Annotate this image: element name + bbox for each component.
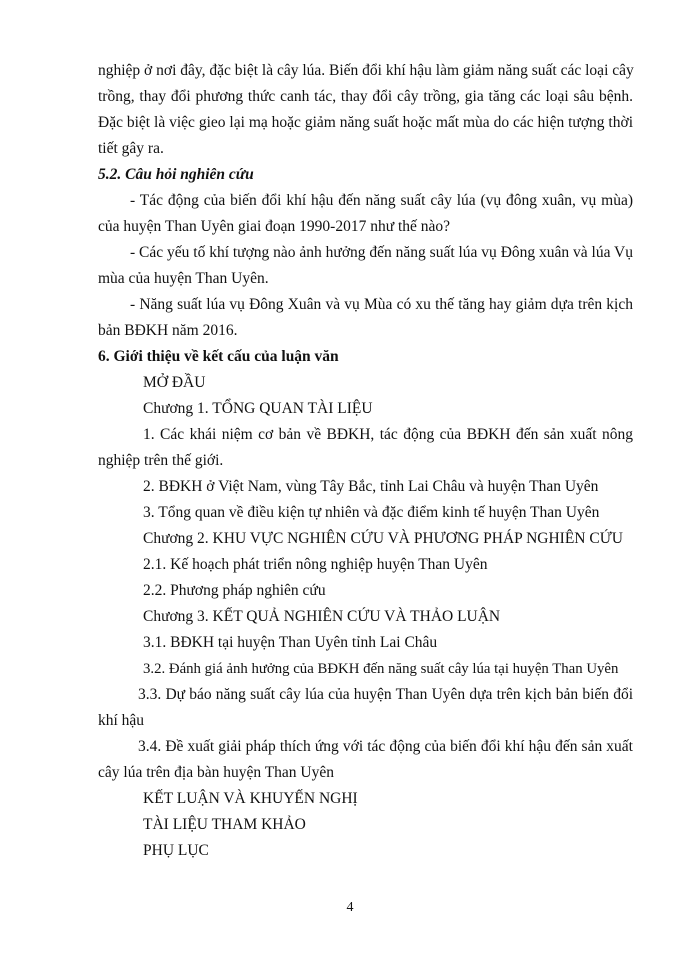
section-5-2-heading: 5.2. Câu hỏi nghiên cứu bbox=[98, 166, 254, 183]
outline-item: 2.1. Kế hoạch phát triển nông nghiệp huyện Than Uyên bbox=[143, 556, 488, 573]
research-question-line: bản BĐKH năm 2016. bbox=[98, 322, 238, 339]
outline-item: 3.3. Dự báo năng suất cây lúa của huyện Than Uyên dựa trên kịch bản biến đổi bbox=[138, 686, 633, 703]
outline-item: 3.2. Đánh giá ảnh hưởng của BĐKH đến năng suất cây lúa tại huyện Than Uyên bbox=[143, 661, 619, 677]
outline-item: cây lúa trên địa bàn huyện Than Uyên bbox=[98, 764, 335, 781]
research-question-line: mùa của huyện Than Uyên. bbox=[98, 270, 269, 287]
research-question-line: - Tác động của biến đổi khí hậu đến năng suất cây lúa (vụ đông xuân, vụ mùa) bbox=[130, 192, 633, 209]
outline-conclusion: KẾT LUẬN VÀ KHUYẾN NGHỊ bbox=[143, 790, 358, 807]
intro-paragraph-line: Đặc biệt là việc gieo lại mạ hoặc giảm năng suất hoặc mất mùa do các hiện tượng thời bbox=[98, 114, 633, 131]
outline-appendix: PHỤ LỤC bbox=[143, 842, 209, 859]
research-question-line: - Năng suất lúa vụ Đông Xuân và vụ Mùa có xu thế tăng hay giảm dựa trên kịch bbox=[130, 296, 633, 313]
outline-item: 3. Tổng quan về điều kiện tự nhiên và đặc điểm kinh tế huyện Than Uyên bbox=[143, 504, 600, 521]
outline-item: 2.2. Phương pháp nghiên cứu bbox=[143, 582, 326, 599]
outline-references: TÀI LIỆU THAM KHẢO bbox=[143, 816, 306, 833]
intro-paragraph-line: tiết gây ra. bbox=[98, 140, 164, 157]
outline-item: khí hậu bbox=[98, 712, 145, 729]
outline-item: 2. BĐKH ở Việt Nam, vùng Tây Bắc, tỉnh Lai Châu và huyện Than Uyên bbox=[143, 478, 599, 495]
research-question-line: - Các yếu tố khí tượng nào ảnh hưởng đến năng suất lúa vụ Đông xuân và lúa Vụ bbox=[130, 244, 633, 261]
outline-chapter-2-title: Chương 2. KHU VỰC NGHIÊN CỨU VÀ PHƯƠNG PHÁP NGHIÊN CỨU bbox=[143, 530, 623, 547]
intro-paragraph-line: nghiệp ở nơi đây, đặc biệt là cây lúa. Biến đổi khí hậu làm giảm năng suất các loại cây bbox=[98, 62, 634, 79]
outline-intro: MỞ ĐẦU bbox=[143, 374, 206, 391]
page-number: 4 bbox=[346, 900, 354, 915]
outline-item: 1. Các khái niệm cơ bản về BĐKH, tác động của BĐKH đến sản xuất nông bbox=[143, 426, 633, 443]
research-question-line: của huyện Than Uyên giai đoạn 1990-2017 như thế nào? bbox=[98, 218, 451, 235]
outline-item: 3.1. BĐKH tại huyện Than Uyên tỉnh Lai Châu bbox=[143, 634, 438, 651]
intro-paragraph-line: trồng, thay đổi phương thức canh tác, thay đổi cây trồng, gia tăng các loại sâu bệnh. bbox=[98, 88, 633, 105]
outline-chapter-3-title: Chương 3. KẾT QUẢ NGHIÊN CỨU VÀ THẢO LUẬN bbox=[143, 608, 501, 625]
outline-chapter-1-title: Chương 1. TỔNG QUAN TÀI LIỆU bbox=[143, 400, 373, 417]
outline-item: 3.4. Đề xuất giải pháp thích ứng với tác động của biến đổi khí hậu đến sản xuất bbox=[138, 738, 633, 755]
outline-item: nghiệp trên thế giới. bbox=[98, 452, 224, 469]
section-6-heading: 6. Giới thiệu về kết cấu của luận văn bbox=[98, 348, 339, 365]
